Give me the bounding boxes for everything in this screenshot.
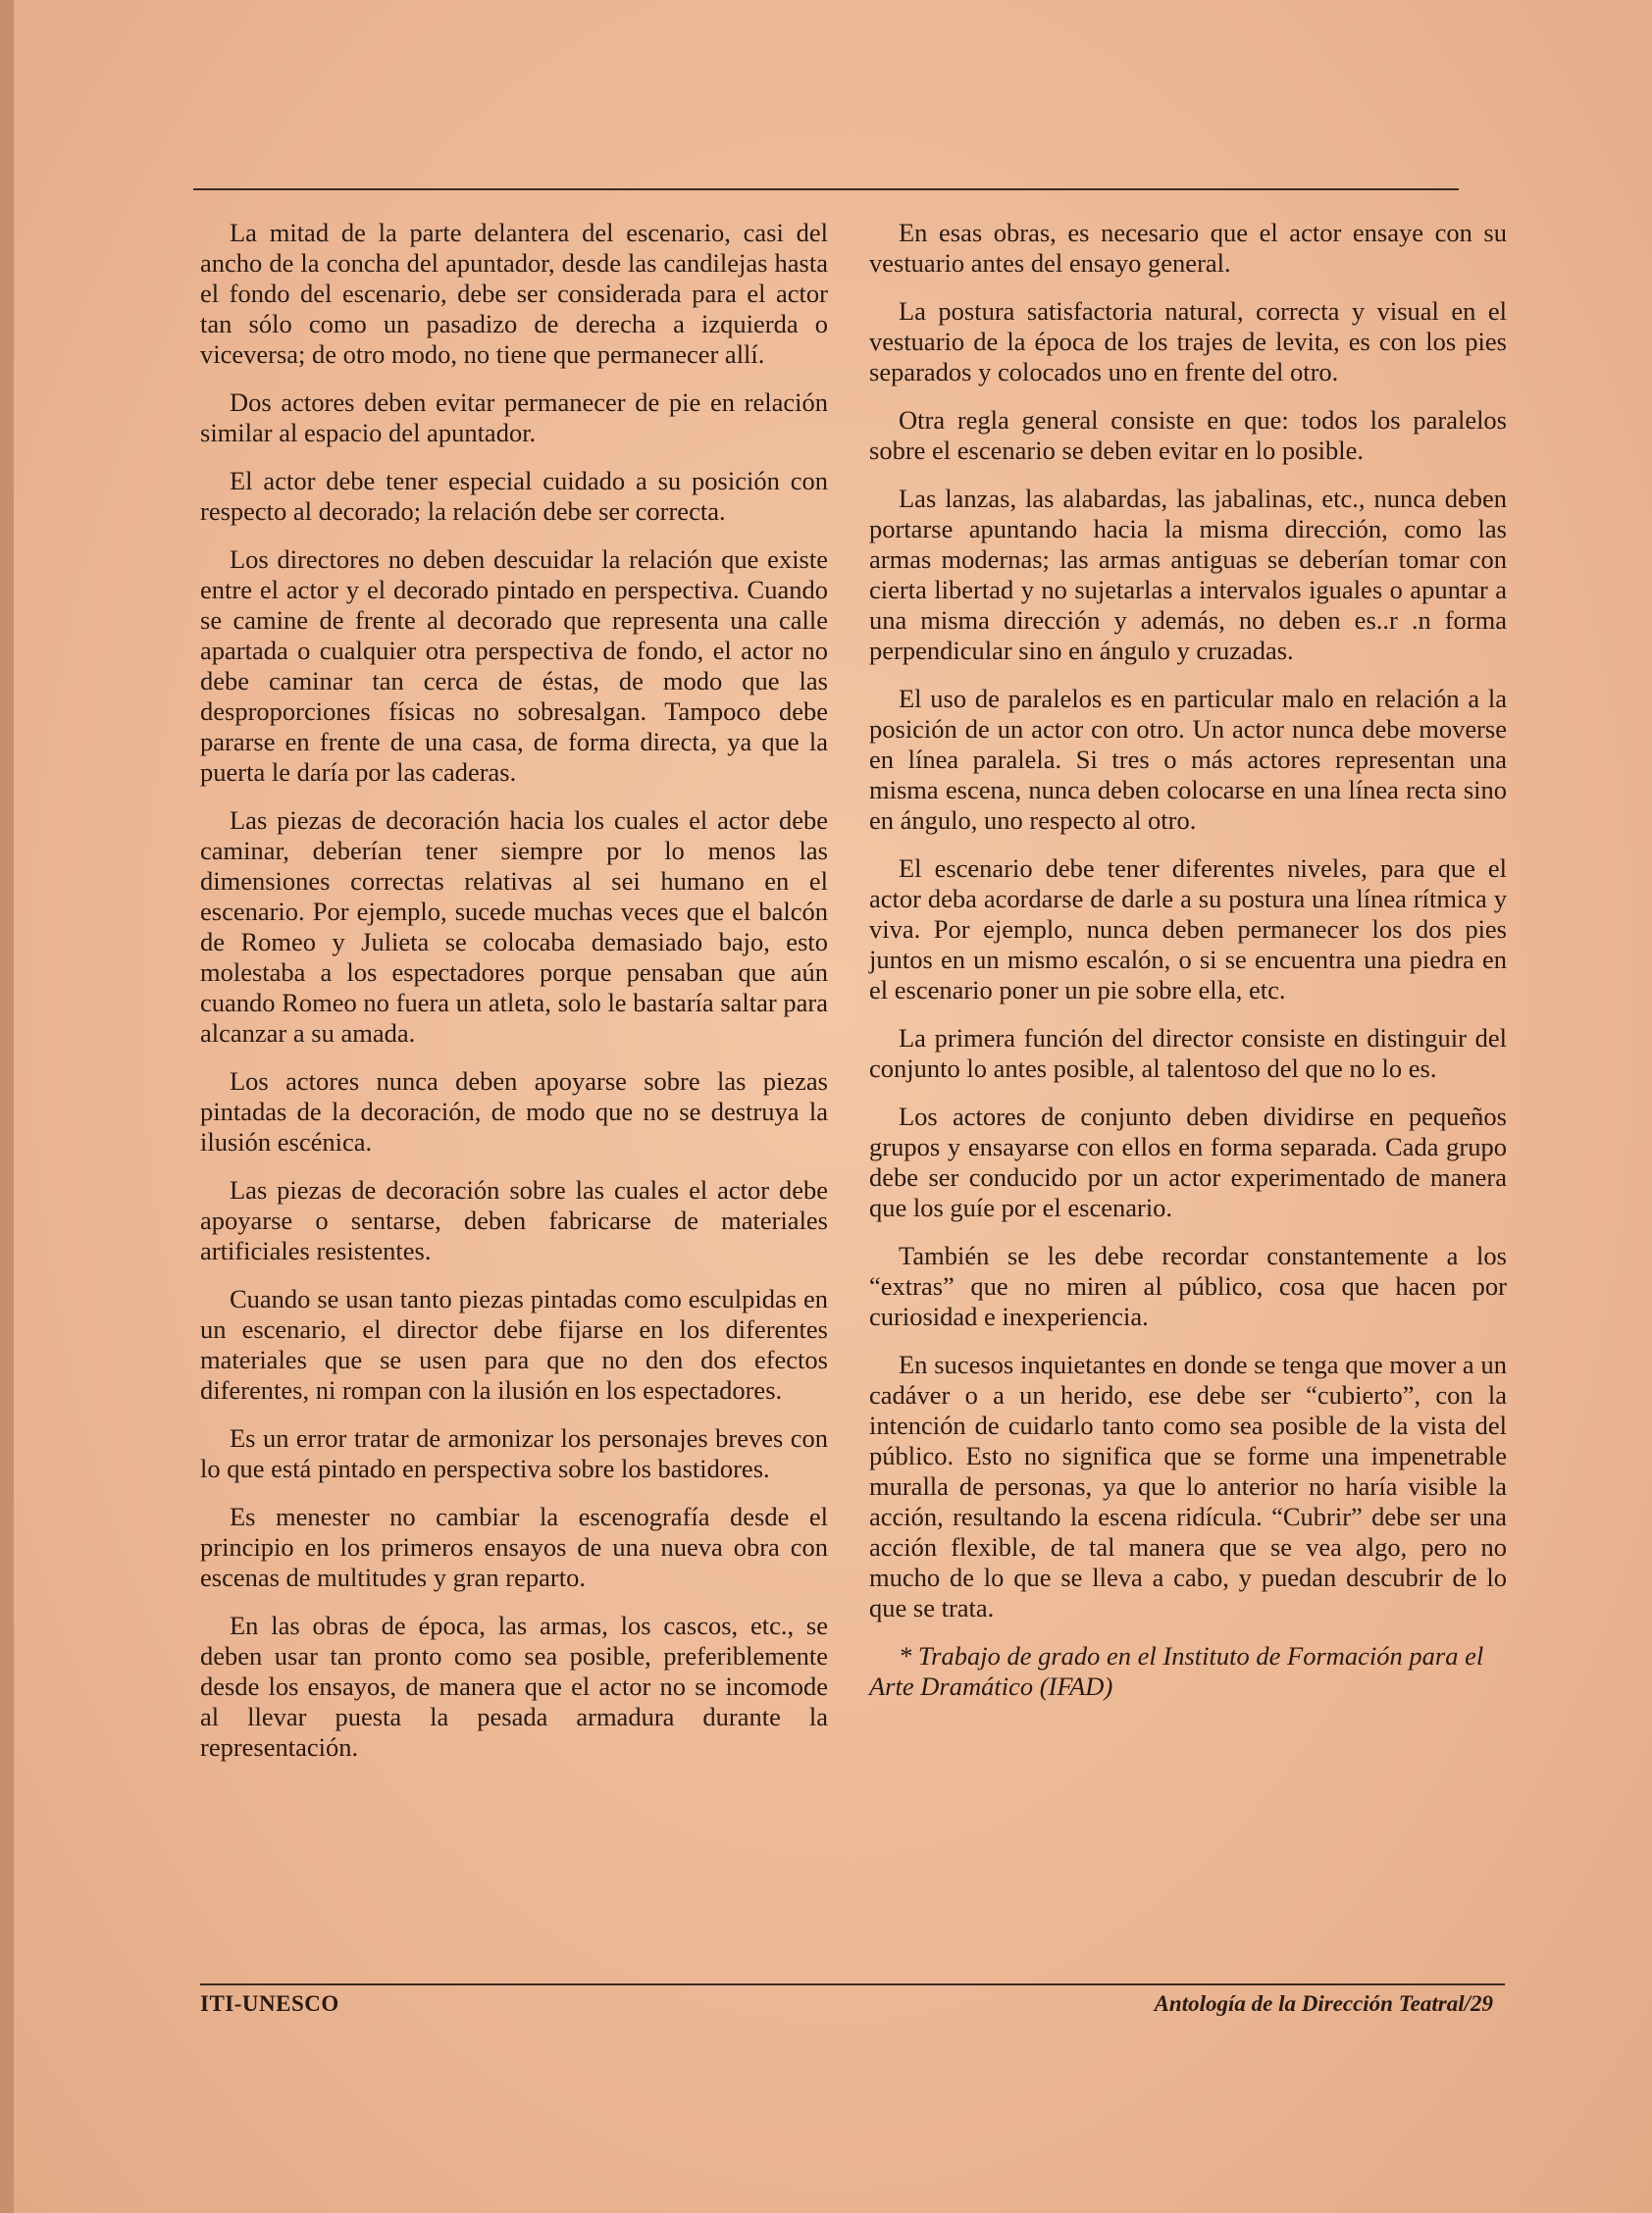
paragraph: Dos actores deben evitar permanecer de pie en relación similar al espacio del apuntador.	[200, 387, 828, 447]
paragraph: El escenario debe tener diferentes niveles, para que el actor deba acordarse de darle a su postura una línea rítmica y viva. Por ejemplo, nunca deben permanecer los dos pies juntos en un mismo escalón, o si se encuentra una piedra en el escenario poner un pie sobre ella, etc.	[869, 853, 1507, 1004]
paragraph: Es un error tratar de armonizar los personajes breves con lo que está pintado en perspectiva sobre los bastidores.	[200, 1423, 828, 1483]
paragraph: El uso de paralelos es en particular malo en relación a la posición de un actor con otro. Un actor nunca debe moverse en línea paralela. Si tres o más actores representan una misma escena, nunca deben colocarse en una línea recta sino en ángulo, uno respecto al otro.	[869, 684, 1507, 835]
paragraph: Es menester no cambiar la escenografía desde el principio en los primeros ensayos de una nueva obra con escenas de multitudes y gran reparto.	[200, 1502, 828, 1592]
paragraph: Otra regla general consiste en que: todos los paralelos sobre el escenario se deben evitar en lo posible.	[869, 405, 1507, 465]
paragraph: Las piezas de decoración hacia los cuales el actor debe caminar, deberían tener siempre por lo menos las dimensiones correctas relativas al sei humano en el escenario. Por ejemplo, sucede muchas veces que el balcón de Romeo y Julieta se colocaba demasiado bajo, esto molestaba a los espectadores porque pensaban que aún cuando Romeo no fuera un atleta, solo le bastaría saltar para alcanzar a su amada.	[200, 805, 828, 1048]
paragraph: Los actores de conjunto deben dividirse en pequeños grupos y ensayarse con ellos en forma separada. Cada grupo debe ser conducido por un actor experimentado de manera que los guíe por el escenario.	[869, 1102, 1507, 1222]
left-column	[200, 218, 828, 1780]
paragraph: La mitad de la parte delantera del escenario, casi del ancho de la concha del apuntador, desde las candilejas hasta el fondo del escenario, debe ser considerada para el actor tan sólo como un pasadizo de derecha a izquierda o viceversa; de otro modo, no tiene que permanecer allí.	[200, 218, 828, 369]
footnote: * Trabajo de grado en el Instituto de Formación para el Arte Dramático (IFAD)	[869, 1641, 1484, 1701]
paragraph: Los actores nunca deben apoyarse sobre las piezas pintadas de la decoración, de modo que no se destruya la ilusión escénica.	[200, 1066, 828, 1157]
paragraph: También se les debe recordar constantemente a los “extras” que no miren al público, cosa que hacen por curiosidad e inexperiencia.	[869, 1241, 1507, 1331]
paragraph: En sucesos inquietantes en donde se tenga que mover a un cadáver o a un herido, ese debe ser “cubierto”, con la intención de cuidarlo tanto como sea posible de la vista del público. Esto no significa que se forme una impenetrable muralla de personas, ya que lo anterior no haría visible la acción, resultando la escena ridícula. “Cubrir” debe ser una acción flexible, de tal manera que se vea algo, pero no mucho de lo que se lleva a cabo, y puedan descubrir de lo que se trata.	[869, 1350, 1507, 1622]
paragraph: El actor debe tener especial cuidado a su posición con respecto al decorado; la relación debe ser correcta.	[200, 466, 828, 526]
right-column	[869, 218, 1507, 1720]
bottom-rule	[200, 1983, 1505, 1985]
paragraph: Las lanzas, las alabardas, las jabalinas, etc., nunca deben portarse apuntando hacia la misma dirección, como las armas modernas; las armas antiguas se deberían tomar con cierta libertad y no sujetarlas a intervalos iguales o apuntar a una misma dirección y además, no deben es..r .n forma perpendicular sino en ángulo y cruzadas.	[869, 484, 1507, 665]
paragraph: La primera función del director consiste en distinguir del conjunto lo antes posible, al talentoso del que no lo es.	[869, 1023, 1507, 1083]
paragraph: Las piezas de decoración sobre las cuales el actor debe apoyarse o sentarse, deben fabricarse de materiales artificiales resistentes.	[200, 1175, 828, 1265]
paragraph: Los directores no deben descuidar la relación que existe entre el actor y el decorado pintado en perspectiva. Cuando se camine de frente al decorado que representa una calle apartada o cualquier otra perspectiva de fondo, el actor no debe caminar tan cerca de éstas, de modo que las desproporciones físicas no sobresalgan. Tampoco debe pararse en frente de una casa, de forma directa, ya que la puerta le daría por las caderas.	[200, 544, 828, 787]
top-rule	[193, 188, 1459, 190]
paragraph: En las obras de época, las armas, los cascos, etc., se deben usar tan pronto como sea posible, preferiblemente desde los ensayos, de manera que el actor no se incomode al llevar puesta la pesada armadura durante la representación.	[200, 1611, 828, 1762]
footer-publisher: ITI-UNESCO	[200, 1991, 339, 2016]
paragraph: La postura satisfactoria natural, correcta y visual en el vestuario de la época de los trajes de levita, es con los pies separados y colocados uno en frente del otro.	[869, 296, 1507, 386]
footer-page-label: Antología de la Dirección Teatral/29	[1154, 1991, 1493, 2016]
paragraph: Cuando se usan tanto piezas pintadas como esculpidas en un escenario, el director debe fijarse en los diferentes materiales que se usen para que no den dos efectos diferentes, ni rompan con la ilusión en los espectadores.	[200, 1284, 828, 1405]
paragraph: En esas obras, es necesario que el actor ensaye con su vestuario antes del ensayo general.	[869, 218, 1507, 278]
